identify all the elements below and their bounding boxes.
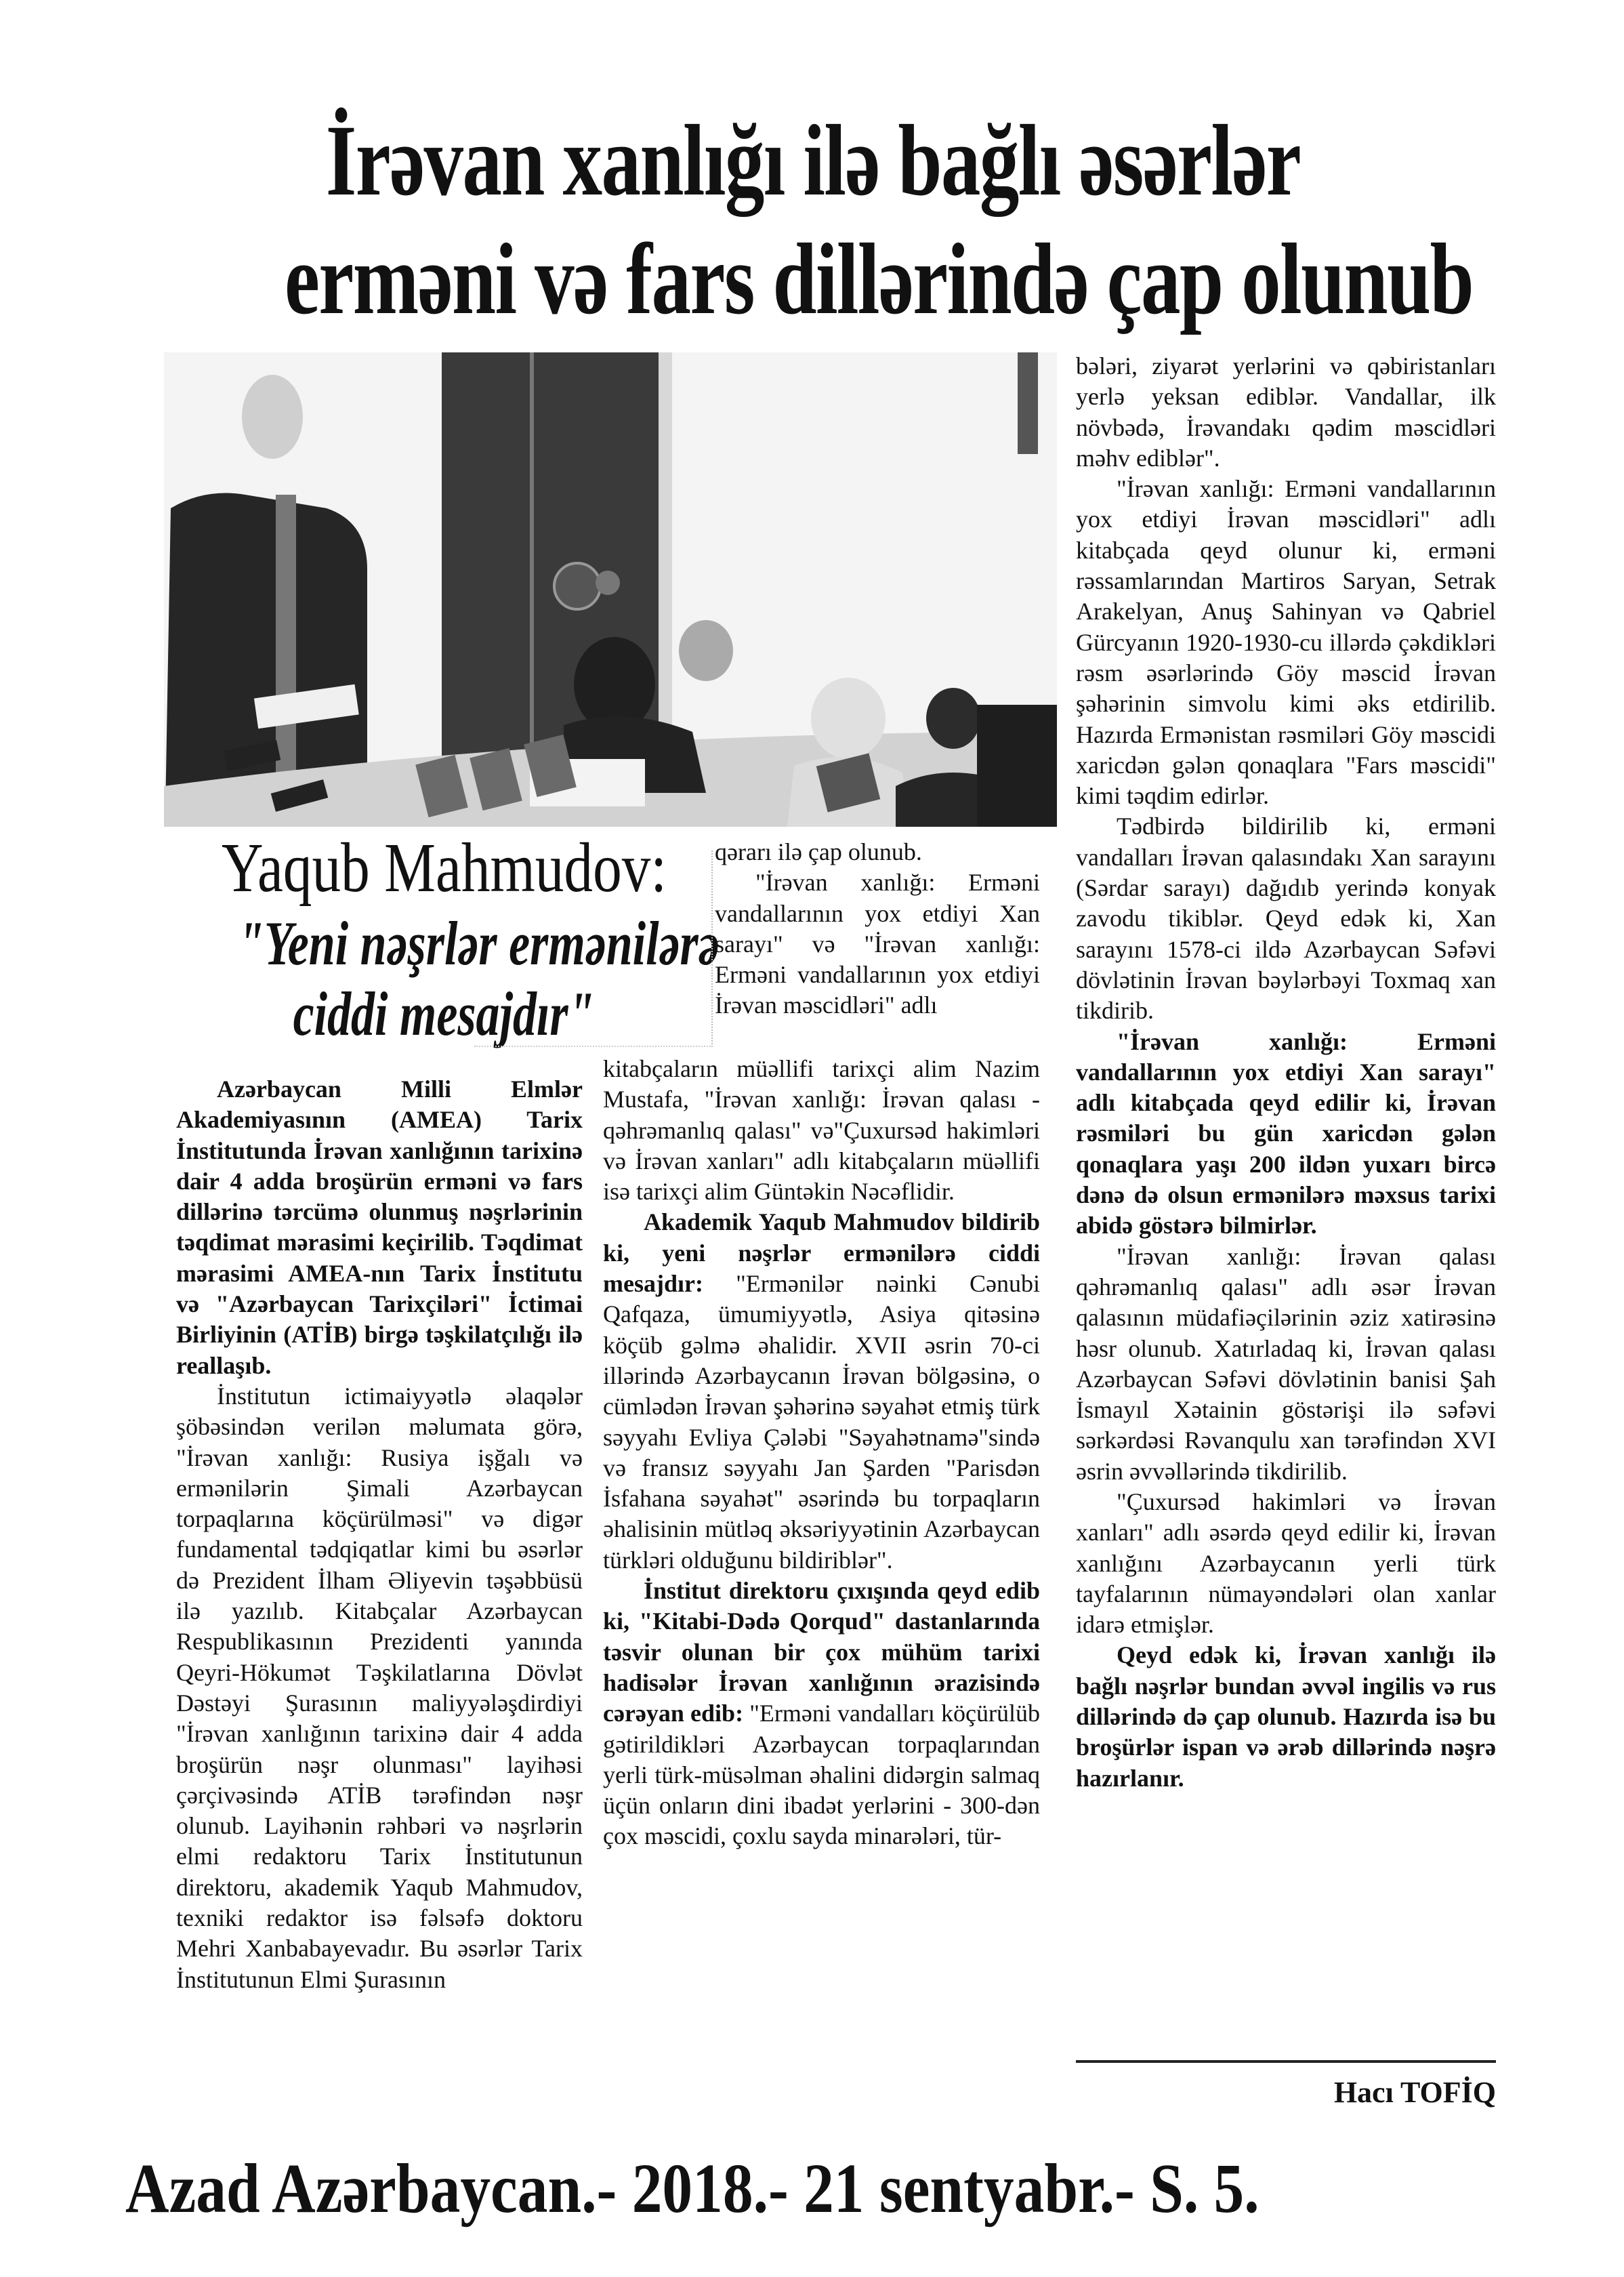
paragraph: "İrəvan xanlığı: Erməni vandallarının yox etdiyi Xan sarayı" adlı kitabçada qeyd edilir ki, İrəvan rəsmiləri bu gün xaricdən gələn qonaqlara yaşı 200 ildən yuxarı bircə dənə də olsun ermənilərə məxsus tarixi abidə göstərə bilmirlər. <box>1076 1027 1496 1239</box>
paragraph: "Çuxursəd hakimləri və İrəvan xanları" adlı əsərdə qeyd edilir ki, İrəvan xanlığını Azərbaycanın yerli türk tayfalarının nümayəndələri olan xanlar idarə etmişlər. <box>1076 1488 1496 1639</box>
paragraph: "İrəvan xanlığı: Erməni vandallarının yox etdiyi Xan sarayı" və "İrəvan xanlığı: Erməni vandallarının yox etdiyi İrəvan məscidləri" adlı <box>715 869 1040 1019</box>
article-headline <box>285 102 1474 339</box>
source-citation: Azad Azərbaycan.- 2018.- 21 sentyabr.- S. 5. <box>125 2150 1259 2228</box>
paragraph: Qeyd edək ki, İrəvan xanlığı ilə bağlı nəşrlər bundan əvvəl ingilis və rus dillərində də çap olunub. Hazırda isə bu broşürlər ispan və ərəb dillərində nəşrə hazırlanır. <box>1076 1641 1496 1792</box>
subhead-name: Yaqub Mahmudov: <box>222 829 667 907</box>
column-middle <box>603 1054 1040 1852</box>
column-middle-top <box>715 837 1040 1021</box>
column-left <box>176 1074 583 1995</box>
paragraph: İnstitutun ictimaiyyətlə əlaqələr şöbəsindən verilən məlumata görə, "İrəvan xanlığı: Rusiya işğalı və ermənilərin Şimali Azərbaycan torpaqlarına köçürülməsi" və digər fundamental tədqiqatlar kimi bu əsərlər də Prezident İlham Əliyevin təşəbbüsü ilə yazılıb. Kitabçalar Azərbaycan Respublikasının Prezidenti yanında Qeyri-Hökumət Təşkilatlarına Dövlət Dəstəyi Şurasının maliyyələşdirdiyi "İrəvan xanlığının tarixinə dair 4 adda broşürün nəşr olunması" layihəsi çərçivəsində ATİB tərəfindən nəşr olunub. Layihənin rəhbəri və nəşrlərin elmi redaktoru Tarix İnstitutunun direktoru, akademik Yaqub Mahmudov, texniki redaktor isə fəlsəfə doktoru Mehri Xanbabayevadır. Bu əsərlər Tarix İnstitutunun Elmi Şurasının <box>176 1382 583 1993</box>
paragraph-lead: İnstitut direktoru çıxışında qeyd edib ki, "Kitabi-Dədə Qorqud" dastanlarında təsvir olunan bir çox mühüm tarixi hadisələr İrəvan xanlığının ərazisində cərəyan edib: <box>603 1577 1040 1727</box>
subhead-quote-line-1: "Yeni nəşrlər ermənilərə <box>238 909 720 978</box>
paragraph-lead: Akademik Yaqub Mahmudov bildirib ki, yeni nəşrlər ermənilərə ciddi mesajdır: <box>603 1208 1040 1298</box>
headline-line-2: erməni və fars dillərində çap olunub <box>285 223 1474 335</box>
headline-line-1: İrəvan xanlığı ilə bağlı əsərlər <box>325 104 1301 217</box>
photo-illustration <box>164 352 1057 827</box>
column-right <box>1076 351 1496 1794</box>
paragraph: Azərbaycan Milli Elmlər Akademiyasının (AMEA) Tarix İnstitutunda İrəvan xanlığının tarixinə dair 4 adda broşürün erməni və fars dillərinə tərcümə olunmuş nəşrlərinin təqdimat mərasimi keçirilib. Təqdimat mərasimi AMEA-nın Tarix İnstitutu və "Azərbaycan Tarixçiləri" İctimai Birliyinin (ATİB) birgə təşkilatçılığı ilə reallaşıb. <box>176 1075 583 1379</box>
paragraph: "İrəvan xanlığı: İrəvan qalası qəhrəmanlıq qalası" adlı əsər İrəvan qalasının müdafiəçilərinin əziz xatirəsinə həsr olunub. Xatırladaq ki, İrəvan qalası Azərbaycan Səfəvi dövlətinin banisi Şah İsmayıl Xətainin göstərişi ilə səfəvi sərkərdəsi Rəvanqulu xan tərəfindən XVI əsrin əvvəllərində tikdirilib. <box>1076 1242 1496 1485</box>
subhead-quote-line-2: ciddi mesajdır" <box>293 979 595 1048</box>
paragraph: Tədbirdə bildirilib ki, erməni vandalları İrəvan qalasındakı Xan sarayını (Sərdar sarayı) dağıdıb yerində konyak zavodu tikiblər. Qeyd edək ki, Xan sarayını 1578-ci ildə Azərbaycan Səfəvi dövlətinin İrəvan bəylərbəyi Toxmaq xan tikdirib. <box>1076 813 1496 1025</box>
subhead-frame-bottom <box>474 1046 713 1047</box>
paragraph: "İrəvan xanlığı: Erməni vandallarının yox etdiyi İrəvan məscidləri" adlı kitabçada qeyd olunur ki, erməni rəssamlarından Martiros Saryan, Setrak Arakelyan, Anuş Sahinyan və Qabriel Gürcyanın 1920-1930-cu illərdə çəkdikləri rəsm əsərlərində Göy məscid İrəvan şəhərinin simvolu kimi əks etdirilib. Hazırda Ermənistan rəsmiləri Göy məscidi xaricdən gələn qonaqlara "Fars məscidi" kimi təqdim edirlər. <box>1076 475 1496 810</box>
paragraph: qərarı ilə çap olunub. <box>715 838 922 865</box>
paragraph: bələri, ziyarət yerlərini və qəbiristanları yerlə yeksan ediblər. Vandallar, ilk növbədə, İrəvandakı qədim məscidləri məhv ediblər". <box>1076 352 1496 472</box>
author-byline: Hacı TOFİQ <box>1333 2076 1496 2109</box>
article-subheadline <box>173 828 720 1049</box>
subhead-frame-divider <box>711 850 714 1047</box>
paragraph: İnstitut direktoru çıxışında qeyd edib ki, "Kitabi-Dədə Qorqud" dastanlarında təsvir olunan bir çox mühüm tarixi hadisələr İrəvan xanlığının ərazisində cərəyan edib: "Erməni vandalları köçürülüb gətirildikləri Azərbaycan torpaqlarından yerli türk-müsəlman əhalini didərgin salmaq üçün onların dini ibadət yerlərini - 300-dən çox məscidi, çoxlu sayda minarələri, tür- <box>603 1577 1040 1850</box>
paragraph: kitabçaların müəllifi tarixçi alim Nazim Mustafa, "İrəvan xanlığı: İrəvan qalası - qəhrəmanlıq qalası" və"Çuxursəd hakimləri və İrəvan xanları" adlı kitabçaların müəllifi isə tarixçi alim Güntəkin Nəcəflidir. <box>603 1055 1040 1206</box>
article-photo <box>164 352 1057 827</box>
paragraph: Akademik Yaqub Mahmudov bildirib ki, yeni nəşrlər ermənilərə ciddi mesajdır: "Ermənilər nəinki Cənubi Qafqaza, ümumiyyətlə, Asiya qitəsinə köçüb gəlmə əhalidir. XVII əsrin 70-ci illərində Azərbaycanın İrəvan bölgəsinə, o cümlədən İrəvan şəhərinə səyahət etmiş türk səyyahı Evliya Çələbi "Səyahətnamə"sində və fransız səyyahı Jan Şarden "Parisdən İsfahana səyahət" əsərində bu torpaqların əhalisinin mütləq əksəriyyətinin Azərbaycan türkləri olduğunu bildiriblər". <box>603 1208 1040 1574</box>
byline-divider <box>1076 2060 1496 2063</box>
